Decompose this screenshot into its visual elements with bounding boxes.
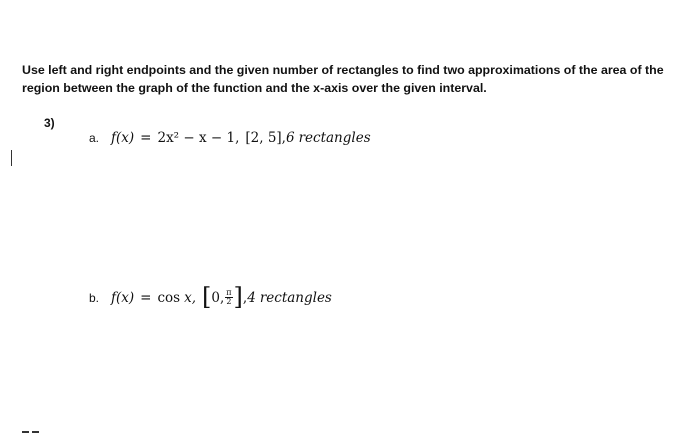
part-a (89, 130, 371, 146)
part-b-bracket-open: [ (202, 283, 212, 311)
part-b-variable: x, (184, 290, 197, 306)
part-b-function: f(x) (111, 290, 135, 306)
part-a-equals: = (140, 130, 152, 146)
part-b-interval-start: 0, (211, 290, 225, 306)
part-b-comma: , (242, 290, 248, 306)
part-a-function: f(x) (111, 130, 135, 146)
part-b-bracket-close: ] (233, 283, 243, 311)
part-b-equals: = (140, 290, 152, 306)
part-a-count: 6 (285, 130, 295, 146)
part-b-rectangles-word: rectangles (259, 290, 332, 306)
part-b (89, 283, 332, 311)
edge-mark-right (32, 431, 39, 433)
part-a-interval: [2, 5], (245, 130, 286, 146)
part-b-fraction (225, 289, 232, 306)
text-cursor (11, 150, 12, 166)
part-b-fraction-numerator: π (226, 287, 232, 297)
part-b-count: 4 (247, 290, 256, 306)
problem-number: 3) (44, 116, 55, 130)
instructions-text: Use left and right endpoints and the given number of rectangles to find two approximations of the area of the region between the graph of the function and the x-axis over the given interval. (22, 63, 664, 95)
part-b-fraction-denominator: 2 (226, 296, 232, 306)
edge-mark-left (22, 431, 29, 433)
part-a-letter: a. (89, 131, 100, 145)
part-b-letter: b. (89, 291, 100, 305)
part-a-rectangles-word: rectangles (298, 130, 371, 146)
page-edge-marks (22, 430, 42, 438)
part-b-cos: cos (157, 290, 181, 306)
part-a-expression: 2x² − x − 1, (157, 130, 240, 146)
